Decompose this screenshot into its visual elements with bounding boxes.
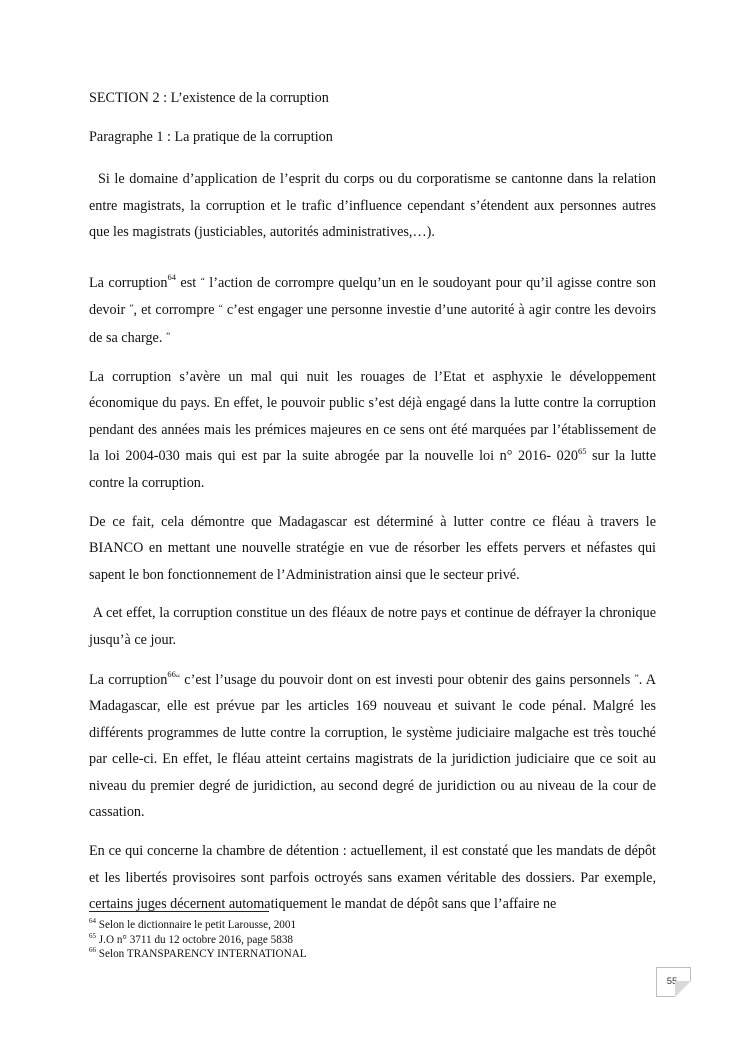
footnote-ref-65: 65	[577, 445, 587, 456]
footnote-64: $^{64}$ Selon le dictionnaire le petit Larousse, 2001	[89, 917, 297, 931]
paragraph-3: La corruption s’avère un mal qui nuit les rouages de l’Etat et asphyxie le développement économique du pays. En effet, le pouvoir public s’est déjà engagé dans la lutte contre la corruption pendant des années mais les prémices majeures en ce sens ont été marquées par l’établissement de la loi 2004-030 mais qui est par la suite abrogée par la nouvelle loi n° 2016- $020^{65}$ sur la lutte contre la corruption.	[89, 368, 656, 491]
paragraph-7: En ce qui concerne la chambre de détention : actuellement, il est constaté que les mandats de dépôt et les libertés provisoires sont parfois octroyés sans examen véritable des dossiers. Par exemple, certains juges décernent automatiquement le mandat de dépôt sans que l’affaire ne	[89, 843, 656, 913]
footnote-ref-66: 66	[167, 668, 176, 679]
paragraph-1-text: Si le domaine d’application de l’esprit du corps ou du corporatisme se cantonne dans la relation entre magistrats, la corruption et le trafic d’influence cependant s’étendent aux personnes autres que les magistrats (justiciables, autorités administratives,…).	[89, 171, 656, 241]
footnotes	[89, 918, 589, 962]
paragraph-5: A cet effet, la corruption constitue un des fléaux de notre pays et continue de défrayer la chronique jusqu’à ce jour.	[89, 605, 660, 648]
paragraph-4: De ce fait, cela démontre que Madagascar est déterminé à lutter contre ce fléau à travers le BIANCO en mettant une nouvelle stratégie en vue de résorber les effets pervers et néfastes qui sapent le bon fonctionnement de l’Administration ainsi que le secteur privé.	[89, 513, 656, 583]
footnote-ref-64: 64	[167, 272, 176, 283]
footnote-65: $^{65}$ J.O n° 3711 du 12 octobre 2016, page 5838	[89, 931, 294, 946]
page-body	[89, 88, 660, 930]
paragraph-2: La corruption$^{64}$ est “ l’action de corrompre quelqu’un en le soudoyant pour qu’il agisse contre son devoir ”, et corrompre “ c’est engager une personne investie d’une autorité à agir contre les devoirs de sa charge. ”	[89, 272, 656, 346]
footnote-66: $^{66}$ Selon TRANSPARENCY INTERNATIONAL	[89, 946, 307, 960]
paragraph-1	[89, 166, 656, 246]
footnote-separator	[89, 911, 269, 912]
paragraph-6: La corruption$^{66“}$ c’est l’usage du pouvoir dont on est investi pour obtenir des gains personnels ”. A Madagascar, elle est prévue par les articles 169 nouveau et suivant le code pénal. Malgré les différents programmes de lutte contre la corruption, le système judiciaire malgache est très touché par celle-ci. En effet, le fléau atteint certains magistrats de la juridiction judiciaire que ce soit au niveau du premier degré de juridiction, au second degré de juridiction ou au niveau de la cour de cassation.	[89, 668, 657, 821]
page-number-box	[656, 967, 691, 997]
page-number: 55	[666, 976, 678, 987]
paragraph-title: Paragraphe 1 : La pratique de la corruption	[89, 129, 333, 145]
section-title: SECTION 2 : L’existence de la corruption	[89, 90, 329, 106]
